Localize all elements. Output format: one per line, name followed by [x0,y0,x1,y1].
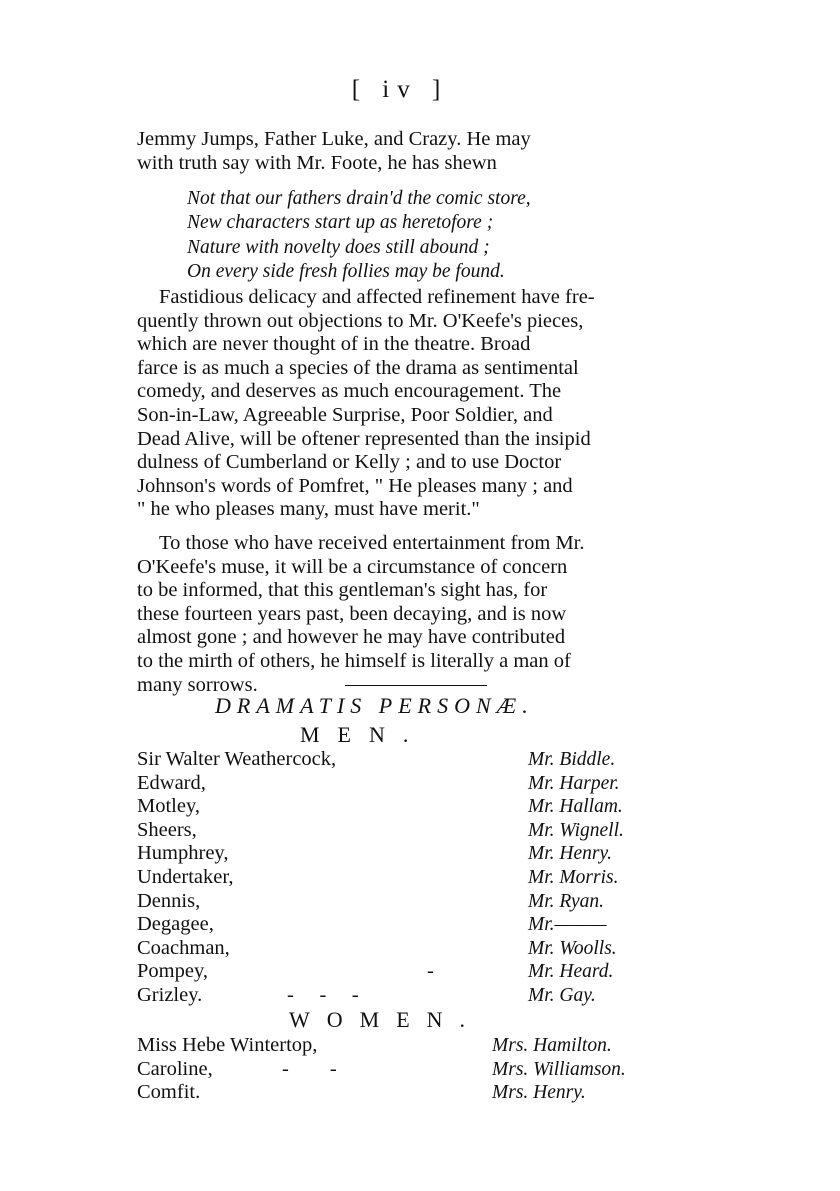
text-line: Jemmy Jumps, Father Luke, and Crazy. He may [137,128,531,150]
actor-name: Mrs. Williamson. [492,1058,626,1080]
men-cast-list [137,748,657,1008]
dramatis-personae-title: DRAMATIS PERSONÆ. [215,693,534,718]
text-line: which are never thought of in the theatre. Broad [137,333,531,356]
leader-dashes: - [427,960,434,983]
role-name: Grizley. [137,983,203,1006]
cast-row [137,1034,657,1058]
text-line: quently thrown out objections to Mr. O'Keefe's pieces, [137,309,584,332]
role-name: Comfit. [137,1081,201,1104]
cast-row [137,819,657,843]
section-divider [345,685,487,686]
actor-name: Mr. Morris. [528,866,619,888]
women-heading: WOMEN. [289,1007,483,1032]
actor-name: Mr. Ryan. [528,890,605,912]
cast-row [137,890,657,914]
cast-row [137,960,657,984]
actor-name: Mr.——— [528,914,607,936]
verse-line: Nature with novelty does still abound ; [187,236,490,258]
role-name: Sheers, [137,818,197,841]
women-cast-list [137,1034,657,1105]
cast-row [137,842,657,866]
text-line: Johnson's words of Pomfret, " He pleases many ; and [137,474,573,497]
cast-row [137,1081,657,1105]
cast-row [137,1058,657,1082]
leader-dashes: - - [282,1057,337,1080]
cast-row [137,913,657,937]
role-name: Sir Walter Weathercock, [137,748,337,770]
page-number-header: [ iv ] [351,76,449,103]
men-heading: MEN. [300,722,427,747]
actor-name: Mr. Heard. [528,961,614,983]
text-line: to be informed, that this gentleman's sight has, for [137,579,548,602]
cast-row [137,866,657,890]
role-name: Undertaker, [137,865,234,888]
role-name: Degagee, [137,913,214,936]
text-line: Fastidious delicacy and affected refinement have fre- [159,286,595,308]
role-name: Motley, [137,795,201,818]
actor-name: Mrs. Hamilton. [492,1035,612,1056]
leader-dashes: - - - [287,983,359,1006]
role-name: Caroline, [137,1057,213,1080]
role-name: Coachman, [137,936,230,959]
text-line: farce is as much a species of the drama as sentimental [137,356,579,379]
cast-row [137,748,657,772]
cast-row [137,937,657,961]
text-line: these fourteen years past, been decaying, and is now [137,602,567,625]
actor-name: Mr. Henry. [528,843,612,865]
actor-name: Mr. Harper. [528,772,620,794]
actor-name: Mrs. Henry. [492,1082,586,1104]
text-line: with truth say with Mr. Foote, he has shewn [137,151,497,174]
verse-quotation [187,187,531,284]
cast-row [137,772,657,796]
cast-row [137,984,657,1008]
role-name: Miss Hebe Wintertop, [137,1034,318,1056]
paragraph-sight [137,532,647,697]
intro-paragraph [137,128,647,175]
cast-row [137,795,657,819]
verse-line: New characters start up as heretofore ; [187,212,494,234]
paragraph-fastidious [137,286,647,522]
text-line: to the mirth of others, he himself is literally a man of [137,649,571,672]
verse-line: Not that our fathers drain'd the comic store, [187,188,531,209]
text-line: many sorrows. [137,673,258,696]
text-line: Dead Alive, will be oftener represented than the insipid [137,427,591,450]
text-line: dulness of Cumberland or Kelly ; and to use Doctor [137,451,562,474]
text-line: Son-in-Law, Agreeable Surprise, Poor Soldier, and [137,403,553,426]
actor-name: Mr. Wignell. [528,819,624,841]
actor-name: Mr. Gay. [528,984,596,1006]
actor-name: Mr. Biddle. [528,749,616,770]
role-name: Edward, [137,771,206,794]
role-name: Pompey, [137,960,208,983]
text-line: O'Keefe's muse, it will be a circumstance of concern [137,555,568,578]
role-name: Dennis, [137,889,201,912]
text-line: To those who have received entertainment from Mr. [159,532,585,554]
verse-line: On every side fresh follies may be found. [187,260,505,282]
actor-name: Mr. Woolls. [528,937,617,959]
actor-name: Mr. Hallam. [528,796,623,818]
text-line: " he who pleases many, must have merit." [137,498,480,521]
text-line: comedy, and deserves as much encouragement. The [137,380,562,403]
text-line: almost gone ; and however he may have contributed [137,626,566,649]
role-name: Humphrey, [137,842,229,865]
